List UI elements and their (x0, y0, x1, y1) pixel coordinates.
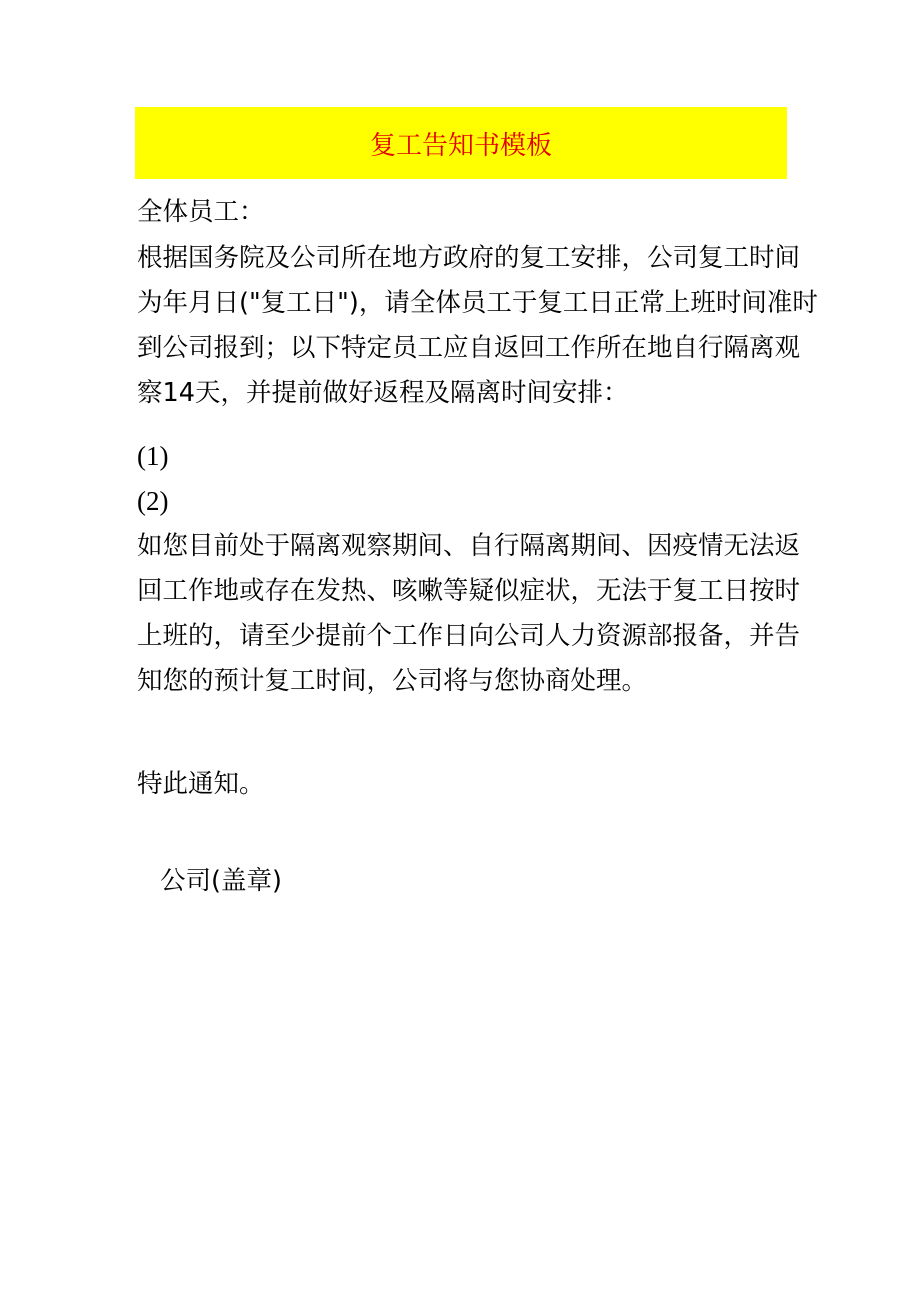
list-item: (2) (137, 486, 169, 516)
paragraph-2-line: 如您目前处于隔离观察期间、自行隔离期间、因疫情无法返 (137, 531, 801, 561)
paragraph-1-line: 到公司报到；以下特定员工应自返回工作所在地自行隔离观 (137, 333, 801, 363)
paragraph-2-line: 上班的，请至少提前个工作日向公司人力资源部报备，并告 (137, 621, 801, 651)
paragraph-1-line: 察14天，并提前做好返程及隔离时间安排： (137, 378, 629, 408)
closing (137, 762, 797, 807)
closing-text: 特此通知。 (137, 769, 265, 799)
paragraph-1-line: 为年月日("复工日")，请全体员工于复工日正常上班时间准时 (137, 288, 818, 318)
salutation-text: 全体员工： (137, 197, 265, 227)
paragraph-1 (137, 236, 818, 416)
salutation (137, 190, 797, 235)
document-title: 复工告知书模板 (369, 130, 552, 161)
paragraph-1-line: 根据国务院及公司所在地方政府的复工安排，公司复工时间 (137, 243, 801, 273)
paragraph-2-line: 知您的预计复工时间，公司将与您协商处理。 (137, 666, 648, 696)
list-item: (1) (137, 441, 169, 471)
signature (160, 859, 820, 904)
paragraph-2-line: 回工作地或存在发热、咳嗽等疑似症状，无法于复工日按时 (137, 576, 801, 606)
item-list (137, 434, 797, 524)
paragraph-2 (137, 524, 801, 704)
title-banner (135, 107, 787, 179)
signature-text: 公司(盖章) (160, 866, 282, 896)
